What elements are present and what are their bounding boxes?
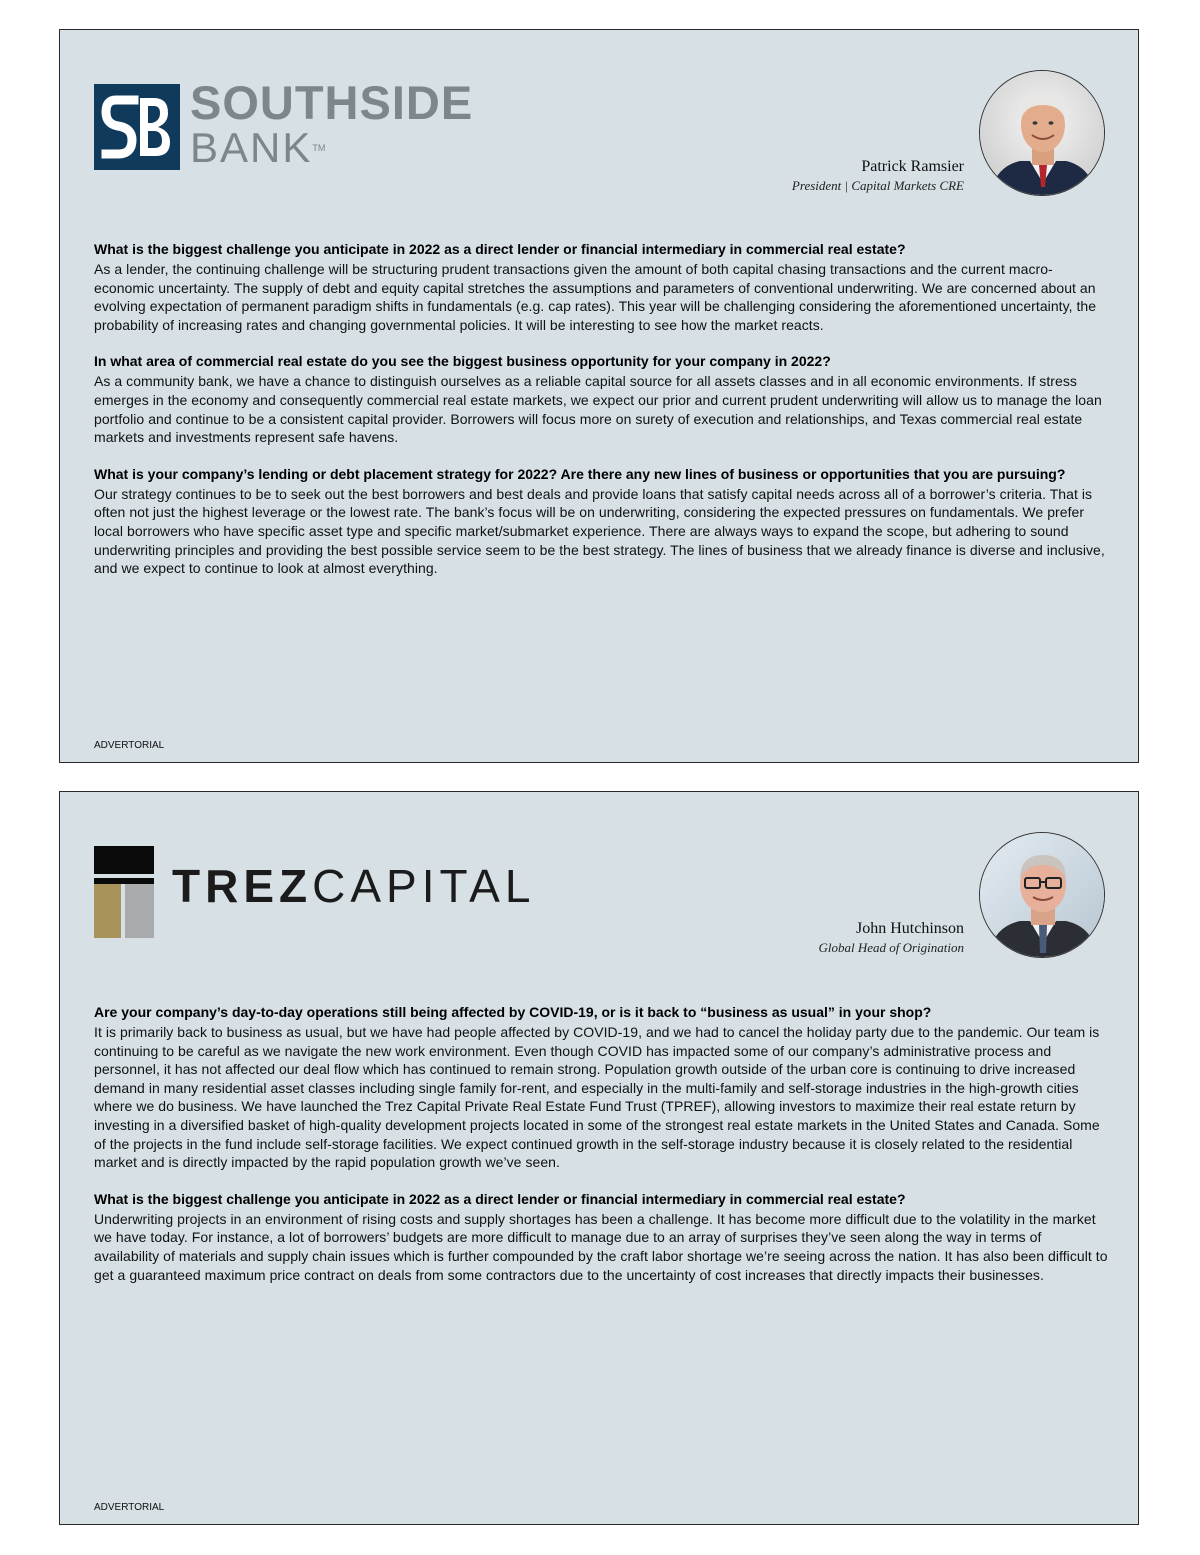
logo-light-text: CAPITAL <box>312 860 536 912</box>
qa-item <box>94 465 1108 578</box>
portrait-illustration <box>980 833 1105 958</box>
question: Are your company’s day-to-day operations still being affected by COVID-19, or is it back to “business as usual” in your shop? <box>94 1004 932 1020</box>
interview-content <box>94 240 1108 596</box>
person-name: Patrick Ramsier <box>861 158 964 175</box>
person-name: John Hutchinson <box>856 920 964 937</box>
person-title: Global Head of Origination <box>818 940 964 955</box>
logo-sub <box>190 126 473 170</box>
person-caption <box>792 157 964 195</box>
logo-bold-text: TREZ <box>172 860 313 912</box>
qa-item <box>94 240 1108 334</box>
qa-item <box>94 1003 1108 1172</box>
interview-content <box>94 1003 1108 1302</box>
trademark-mark: TM <box>312 143 326 153</box>
answer: It is primarily back to business as usual, but we have had people affected by COVID-19, and we had to cancel the holiday party due to the pandemic. Our team is continuing to be careful as we navigate the new work environment. Even though COVID has impacted some of our company’s administrative process and personnel, it has not affected our deal flow which has continued to remain strong. Population growth outside of the urban core is continuing to drive increased demand in many residential asset classes including single family for-rent, and especially in the multi-family and self-storage industries in the high-growth cities where we do business. We have launched the Trez Capital Private Real Estate Fund Trust (TPREF), allowing investors to maximize their real estate return by investing in a diversified basket of high-quality development projects located in some of the strongest real estate markets in the United States and Canada. Some of the projects in the fund include self-storage facilities. We expect continued growth in the self-storage industry because it is closely related to the residential market and is directly impacted by the rapid population growth we’ve seen. <box>94 1024 1100 1171</box>
person-portrait-photo <box>979 70 1105 196</box>
southside-bank-wordmark <box>190 76 474 171</box>
person-caption <box>818 919 964 957</box>
trez-capital-logo-mark <box>94 846 154 938</box>
advertorial-label: ADVERTORIAL <box>94 740 165 751</box>
logo-name: SOUTHSIDE <box>190 76 474 129</box>
portrait-illustration <box>980 71 1105 196</box>
question: In what area of commercial real estate do you see the biggest business opportunity for your company in 2022? <box>94 353 831 370</box>
advertorial-panel-southside <box>59 29 1139 763</box>
logo-sub-text: BANK <box>190 124 313 171</box>
answer: Underwriting projects in an environment of rising costs and supply shortages has been a challenge. It has become more difficult due to the volatility in the market we have today. For instance, a lot of borrowers’ budgets are more difficult to manage due to an array of surprises they’ve seen along the way in terms of availability of materials and supply chain issues which is further compounded by the craft labor shortage we’re seeing across the nation. It has also been difficult to get a guaranteed maximum price contract on deals from some contractors due to the uncertainty of cost increases that directly impacts their businesses. <box>94 1210 1108 1283</box>
southside-bank-logo-mark <box>94 84 180 170</box>
question: What is the biggest challenge you anticipate in 2022 as a direct lender or financial intermediary in commercial real estate? <box>94 1190 906 1207</box>
answer: As a lender, the continuing challenge will be structuring prudent transactions given the amount of both capital chasing transactions and the current macro-economic uncertainty. The supply of debt and equity capital stretches the assumptions and parameters of conventional underwriting. We are concerned about an evolving expectation of permanent paradigm shifts in fundamentals (e.g. cap rates). This year will be challenging considering the aforementioned uncertainty, the probability of increasing rates and changing governmental policies. It will be interesting to see how the market reacts. <box>94 261 1097 333</box>
question: What is your company’s lending or debt placement strategy for 2022? Are there any new lines of business or opportunities that you are pursuing? <box>94 465 1066 482</box>
qa-item <box>94 352 1108 446</box>
advertorial-label: ADVERTORIAL <box>94 1502 165 1513</box>
person-portrait-photo <box>979 832 1105 958</box>
person-title: President | Capital Markets CRE <box>791 178 964 193</box>
question: What is the biggest challenge you anticipate in 2022 as a direct lender or financial intermediary in commercial real estate? <box>94 241 906 257</box>
qa-item <box>94 1190 1108 1284</box>
advertorial-panel-trez-capital <box>59 791 1139 1525</box>
answer: As a community bank, we have a chance to distinguish ourselves as a reliable capital source for all assets classes and in all economic environments. If stress emerges in the economy and consequently commercial real estate markets, we expect our prior and current prudent underwriting will allow us to manage the loan portfolio and continue to be a consistent capital provider. Borrowers will focus more on surety of execution and relationships, and Texas commercial real estate markets and investments represent safe havens. <box>94 373 1102 446</box>
trez-capital-wordmark <box>172 856 535 928</box>
answer: Our strategy continues to be to seek out the best borrowers and best deals and provide loans that satisfy capital needs across all of a borrower’s criteria. That is often not just the highest leverage or the lowest rate. The bank’s focus will be on underwriting, considering the expected pressures on fundamentals. We prefer local borrowers who have specific asset type and specific market/submarket experience. There are always ways to expand the scope, but adhering to sound underwriting principles and providing the best possible service seem to be the best strategy. The lines of business that we already finance is diverse and inclusive, and we expect to continue to look at almost everything. <box>94 485 1105 577</box>
